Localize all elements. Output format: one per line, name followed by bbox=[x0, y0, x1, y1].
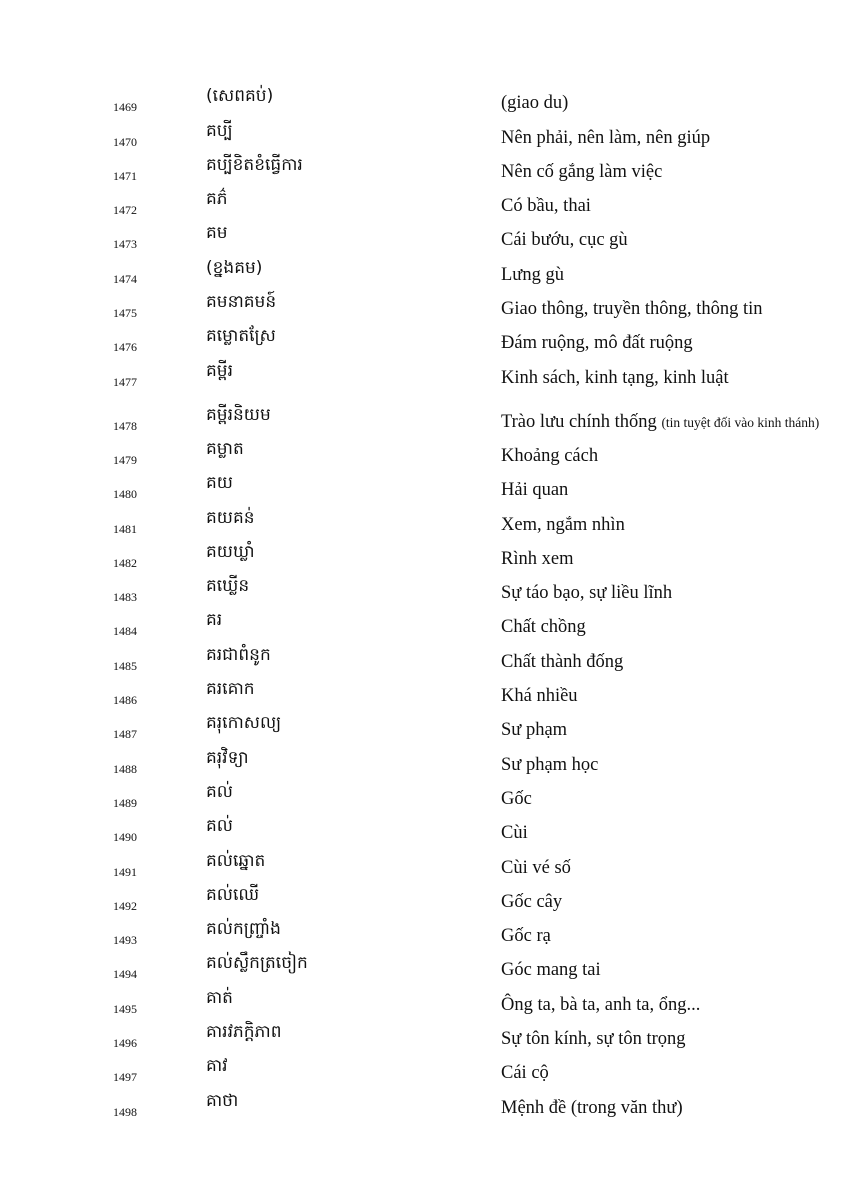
entry-row bbox=[0, 223, 848, 257]
khmer-term: គល់ bbox=[206, 781, 233, 802]
entry-row bbox=[0, 576, 848, 610]
vietnamese-meaning: Gốc cây bbox=[501, 891, 563, 912]
vietnamese-meaning: Mệnh đề (trong văn thư) bbox=[501, 1097, 683, 1118]
entry-row bbox=[0, 292, 848, 326]
entry-row bbox=[0, 610, 848, 644]
khmer-term: គរុកោសល្យ bbox=[206, 713, 282, 734]
entry-row bbox=[0, 987, 848, 1021]
khmer-term: គរគោក bbox=[206, 679, 255, 700]
khmer-term: គល់ bbox=[206, 816, 233, 837]
vietnamese-meaning: Có bầu, thai bbox=[501, 196, 591, 217]
vietnamese-meaning: Khoảng cách bbox=[501, 445, 599, 466]
vietnamese-meaning: Rình xem bbox=[501, 548, 574, 569]
entry-number: 1498 bbox=[113, 1104, 137, 1119]
khmer-term: គភ៌ bbox=[206, 189, 228, 210]
khmer-term: គល់ឈើ bbox=[206, 884, 260, 905]
entry-number: 1488 bbox=[113, 761, 137, 776]
khmer-term: គាថា bbox=[206, 1090, 239, 1111]
khmer-term: គាវ bbox=[206, 1056, 228, 1077]
entry-number: 1473 bbox=[113, 237, 137, 252]
khmer-term: គល់ឆ្នោត bbox=[206, 850, 266, 871]
entry-number: 1486 bbox=[113, 693, 137, 708]
vietnamese-meaning: Ông ta, bà ta, anh ta, ổng... bbox=[501, 994, 701, 1015]
entry-row bbox=[0, 155, 848, 189]
vietnamese-meaning: Cùi vé số bbox=[501, 857, 571, 878]
vietnamese-meaning-note: (tin tuyệt đối vào kinh thánh) bbox=[661, 414, 820, 430]
khmer-term: គល់កញ្ច្រាំង bbox=[206, 919, 281, 940]
entry-number: 1485 bbox=[113, 658, 137, 673]
entry-number: 1472 bbox=[113, 203, 137, 218]
entry-row bbox=[0, 257, 848, 291]
entry-list bbox=[0, 86, 848, 1125]
entry-number: 1476 bbox=[113, 340, 137, 355]
vietnamese-meaning: Kinh sách, kinh tạng, kinh luật bbox=[501, 367, 729, 388]
khmer-term: គប្បីខិតខំធ្វើការ bbox=[206, 154, 303, 175]
vietnamese-meaning: Xem, ngắm nhìn bbox=[501, 514, 625, 535]
entry-number: 1492 bbox=[113, 898, 137, 913]
vietnamese-meaning: Cùi bbox=[501, 823, 528, 844]
entry-number: 1483 bbox=[113, 590, 137, 605]
entry-number: 1471 bbox=[113, 168, 137, 183]
vietnamese-meaning: Giao thông, truyền thông, thông tin bbox=[501, 299, 763, 320]
khmer-term: គមនាគមន៍ bbox=[206, 292, 277, 313]
vietnamese-meaning: Cái cộ bbox=[501, 1063, 549, 1084]
khmer-term: គម្លោតស្រែ bbox=[206, 326, 276, 347]
khmer-term: គម្ពីរនិយម bbox=[206, 404, 271, 425]
khmer-term: គាត់ bbox=[206, 987, 233, 1008]
entry-number: 1493 bbox=[113, 933, 137, 948]
entry-row bbox=[0, 953, 848, 987]
entry-number: 1491 bbox=[113, 864, 137, 879]
vietnamese-meaning bbox=[501, 412, 819, 433]
entry-row bbox=[0, 473, 848, 507]
khmer-term: គម bbox=[206, 223, 228, 244]
entry-number: 1487 bbox=[113, 727, 137, 742]
entry-row bbox=[0, 395, 848, 439]
vietnamese-meaning: Chất chồng bbox=[501, 617, 586, 638]
vietnamese-meaning: Gốc bbox=[501, 788, 532, 809]
entry-row bbox=[0, 1056, 848, 1090]
khmer-term: គល់ស្លឹកត្រចៀក bbox=[206, 953, 308, 974]
vietnamese-meaning-main: Trào lưu chính thống bbox=[501, 411, 657, 432]
entry-number: 1490 bbox=[113, 830, 137, 845]
entry-row bbox=[0, 86, 848, 120]
vietnamese-meaning: Nên cố gắng làm việc bbox=[501, 161, 663, 182]
entry-row bbox=[0, 919, 848, 953]
vietnamese-meaning: Đám ruộng, mô đất ruộng bbox=[501, 333, 693, 354]
khmer-term: គយឃ្លាំ bbox=[206, 541, 255, 562]
vietnamese-meaning: Sự táo bạo, sự liều lĩnh bbox=[501, 583, 673, 604]
vietnamese-meaning: Khá nhiều bbox=[501, 686, 578, 707]
entry-number: 1469 bbox=[113, 100, 137, 115]
khmer-term: គប្បី bbox=[206, 120, 233, 141]
entry-number: 1475 bbox=[113, 306, 137, 321]
entry-row bbox=[0, 1090, 848, 1124]
entry-number: 1489 bbox=[113, 795, 137, 810]
entry-row bbox=[0, 679, 848, 713]
vietnamese-meaning: Chất thành đống bbox=[501, 651, 624, 672]
entry-number: 1477 bbox=[113, 374, 137, 389]
entry-row bbox=[0, 439, 848, 473]
entry-number: 1480 bbox=[113, 487, 137, 502]
vietnamese-meaning: Hải quan bbox=[501, 480, 569, 501]
khmer-term: គយ bbox=[206, 473, 233, 494]
vietnamese-meaning: Gốc rạ bbox=[501, 926, 551, 947]
entry-row bbox=[0, 885, 848, 919]
entry-row bbox=[0, 850, 848, 884]
entry-number: 1496 bbox=[113, 1036, 137, 1051]
entry-number: 1474 bbox=[113, 271, 137, 286]
khmer-term: (ខ្នងគម) bbox=[206, 257, 263, 278]
entry-number: 1484 bbox=[113, 624, 137, 639]
khmer-term: គារវភក្តិភាព bbox=[206, 1022, 282, 1043]
entry-number: 1470 bbox=[113, 134, 137, 149]
khmer-term: គរុវិទ្យា bbox=[206, 747, 249, 768]
khmer-term: គយគន់ bbox=[206, 507, 255, 528]
entry-row bbox=[0, 1022, 848, 1056]
khmer-term: គរ bbox=[206, 610, 223, 631]
entry-row bbox=[0, 816, 848, 850]
entry-number: 1479 bbox=[113, 452, 137, 467]
entry-number: 1495 bbox=[113, 1001, 137, 1016]
khmer-term: គម្ពីរ bbox=[206, 360, 233, 381]
vietnamese-meaning: Cái bướu, cục gù bbox=[501, 230, 628, 251]
khmer-term: គម្លាត bbox=[206, 438, 244, 459]
entry-row bbox=[0, 782, 848, 816]
entry-row bbox=[0, 326, 848, 360]
khmer-term: គឃ្លើន bbox=[206, 576, 250, 597]
entry-number: 1494 bbox=[113, 967, 137, 982]
vietnamese-meaning: Lưng gù bbox=[501, 264, 564, 285]
vietnamese-meaning: Sự tôn kính, sự tôn trọng bbox=[501, 1029, 686, 1050]
vietnamese-meaning: Sư phạm bbox=[501, 720, 568, 741]
entry-number: 1478 bbox=[113, 418, 137, 433]
entry-row bbox=[0, 507, 848, 541]
khmer-term: (សេពគប់) bbox=[206, 86, 274, 107]
vietnamese-meaning: Góc mang tai bbox=[501, 960, 601, 981]
entry-number: 1481 bbox=[113, 521, 137, 536]
vietnamese-meaning: Sư phạm học bbox=[501, 754, 599, 775]
entry-number: 1497 bbox=[113, 1070, 137, 1085]
entry-number: 1482 bbox=[113, 555, 137, 570]
entry-row bbox=[0, 120, 848, 154]
vietnamese-meaning: Nên phải, nên làm, nên giúp bbox=[501, 127, 711, 148]
vietnamese-meaning: (giao du) bbox=[501, 93, 569, 114]
entry-row bbox=[0, 644, 848, 678]
entry-row bbox=[0, 189, 848, 223]
khmer-term: គរជាពំនូក bbox=[206, 644, 271, 665]
entry-row bbox=[0, 360, 848, 394]
entry-row bbox=[0, 747, 848, 781]
entry-row bbox=[0, 542, 848, 576]
entry-row bbox=[0, 713, 848, 747]
